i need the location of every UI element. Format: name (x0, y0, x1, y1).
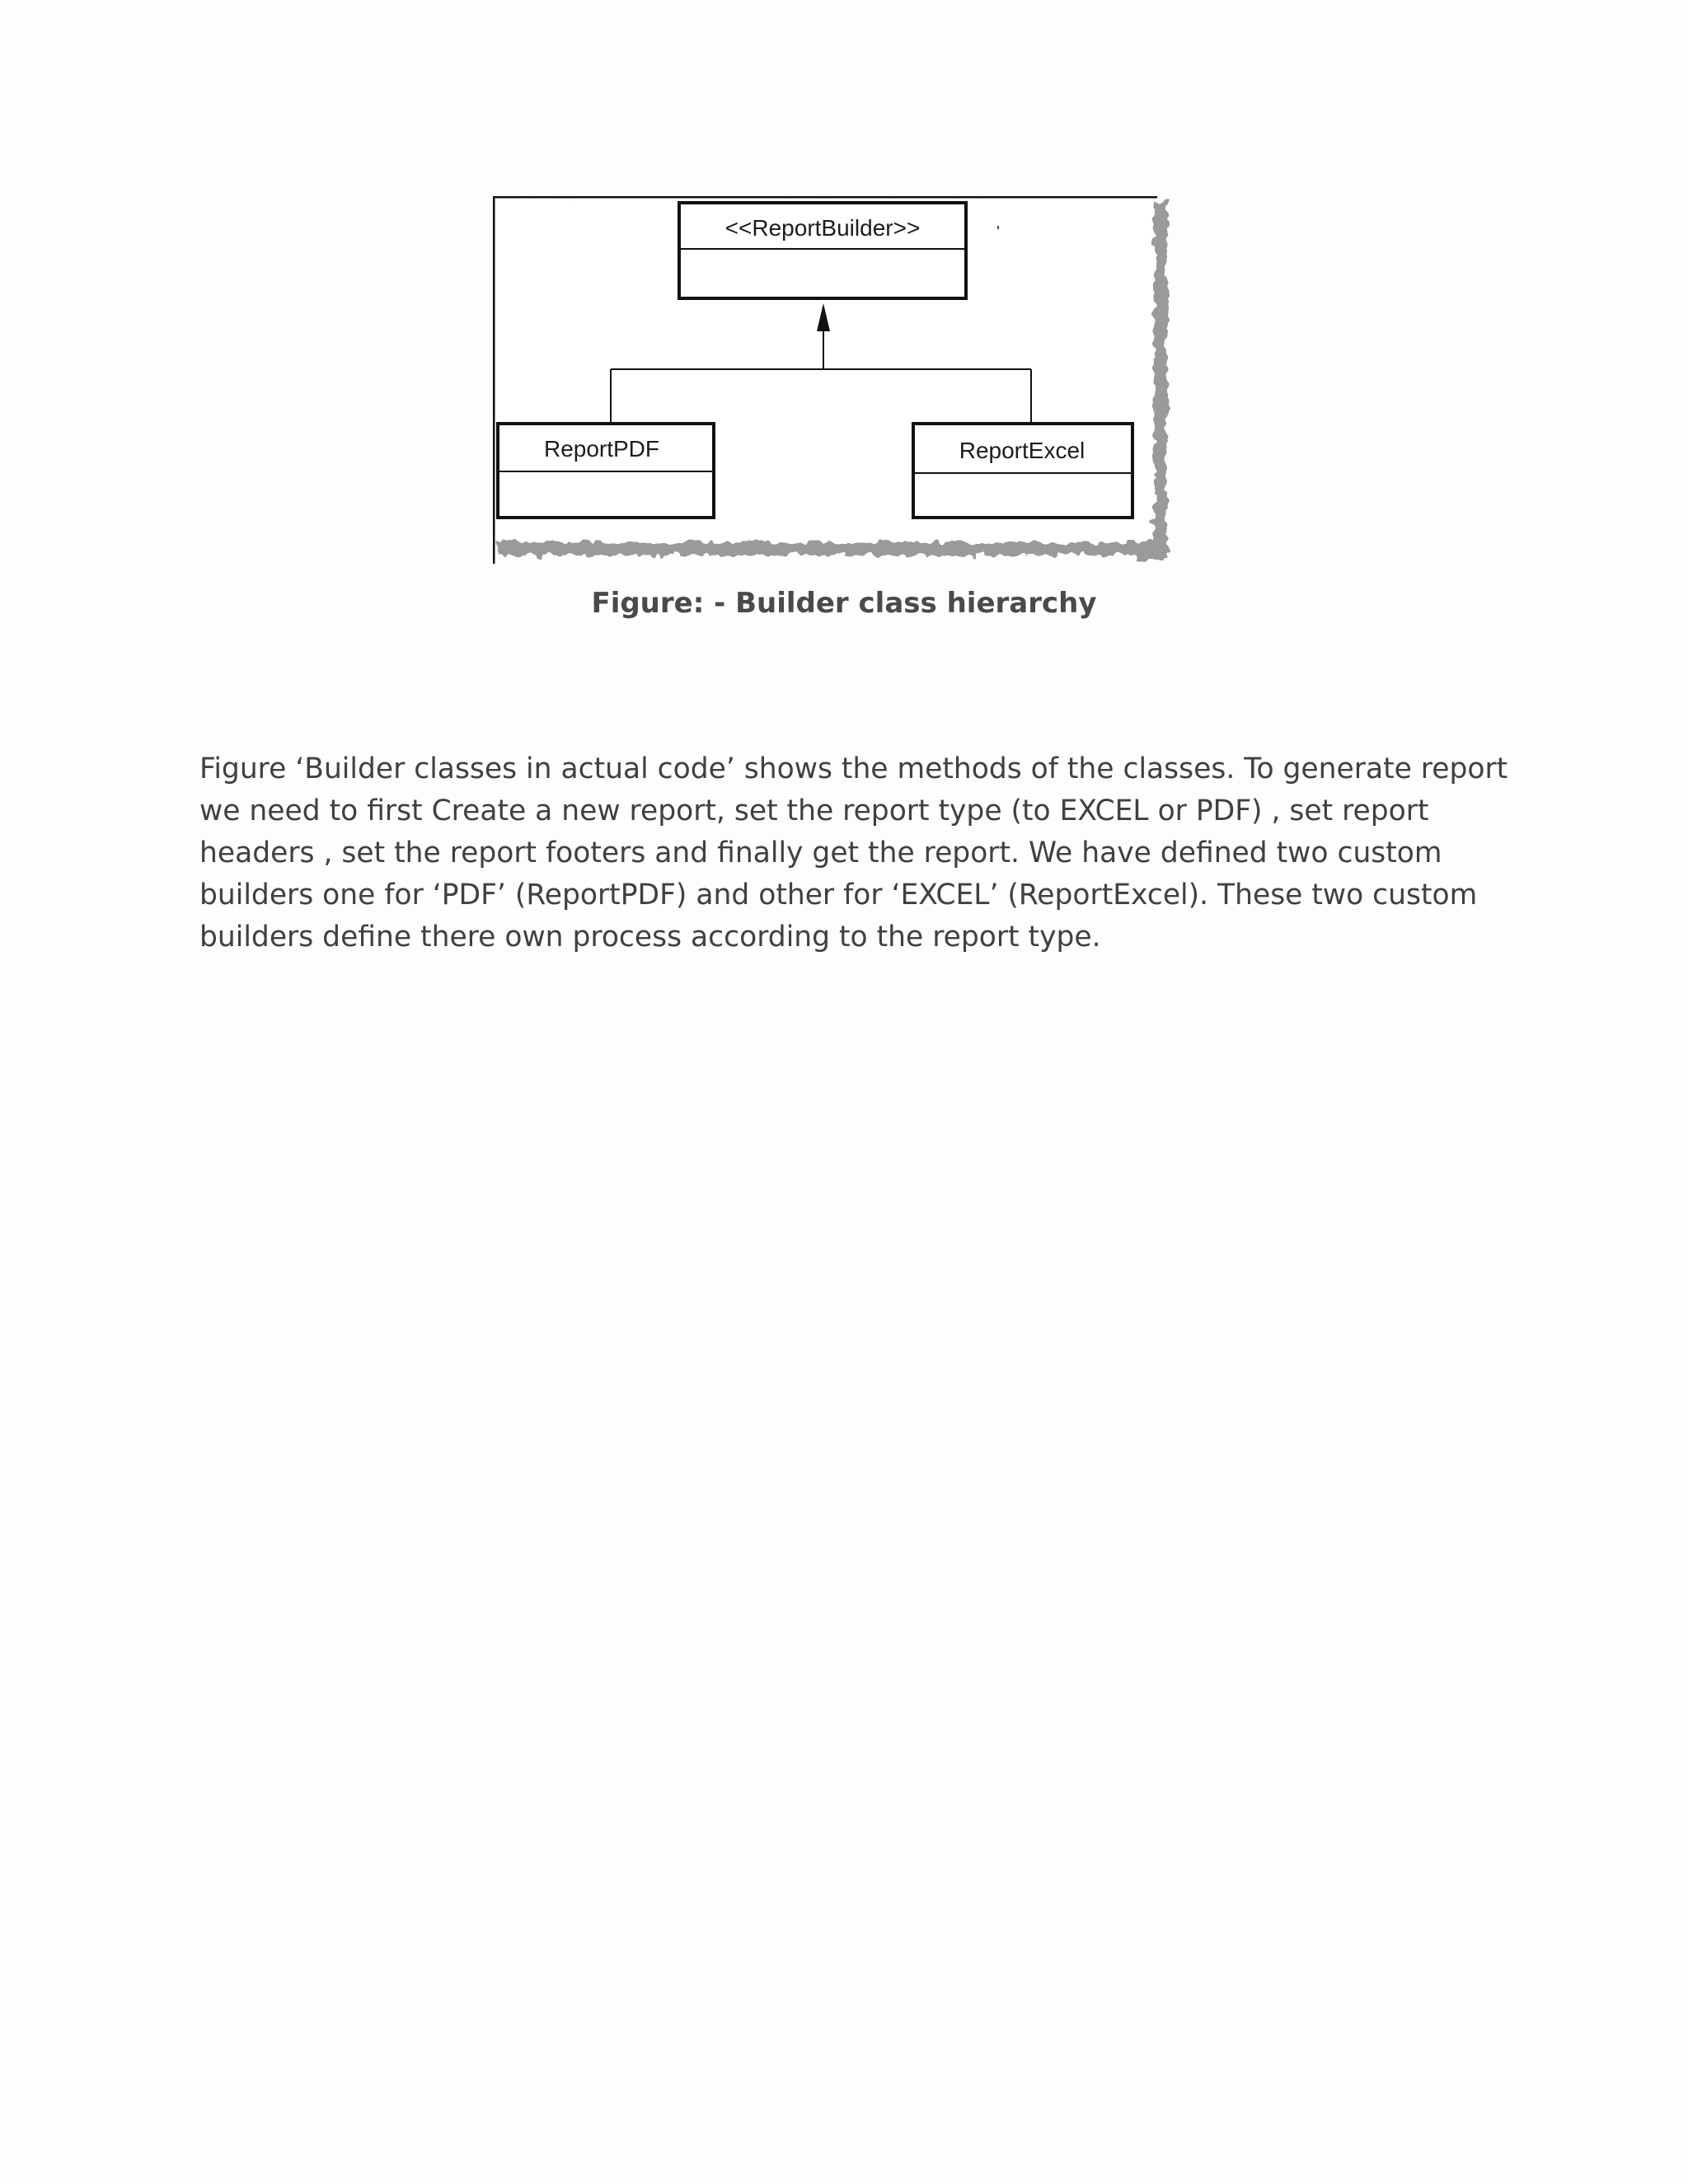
class-box-reportpdf (498, 424, 714, 518)
paragraph-line: builders one for ‘PDF’ (ReportPDF) and other for ‘EXCEL’ (ReportExcel). These two custom (199, 879, 1478, 912)
body-paragraph (199, 748, 1508, 958)
paragraph-line: Figure ‘Builder classes in actual code’ shows the methods of the classes. To generate report (199, 752, 1508, 785)
class-name-reportbuilder: <<ReportBuilder>> (724, 215, 921, 241)
class-name-reportpdf: ReportPDF (543, 436, 660, 462)
class-name-reportexcel: ReportExcel (959, 438, 1085, 463)
paragraph-line: builders define there own process according to the report type. (199, 921, 1101, 954)
class-box-reportexcel (913, 424, 1132, 518)
uml-figure (493, 196, 1195, 575)
paragraph-line: headers , set the report footers and finally get the report. We have defined two custom (199, 837, 1442, 869)
builder-class-hierarchy-diagram (493, 196, 1195, 575)
figure-caption: Figure: - Builder class hierarchy (591, 587, 1097, 620)
paragraph-line: we need to first Create a new report, set the report type (to EXCEL or PDF) , set report (199, 794, 1429, 827)
class-box-reportbuilder (679, 203, 966, 298)
